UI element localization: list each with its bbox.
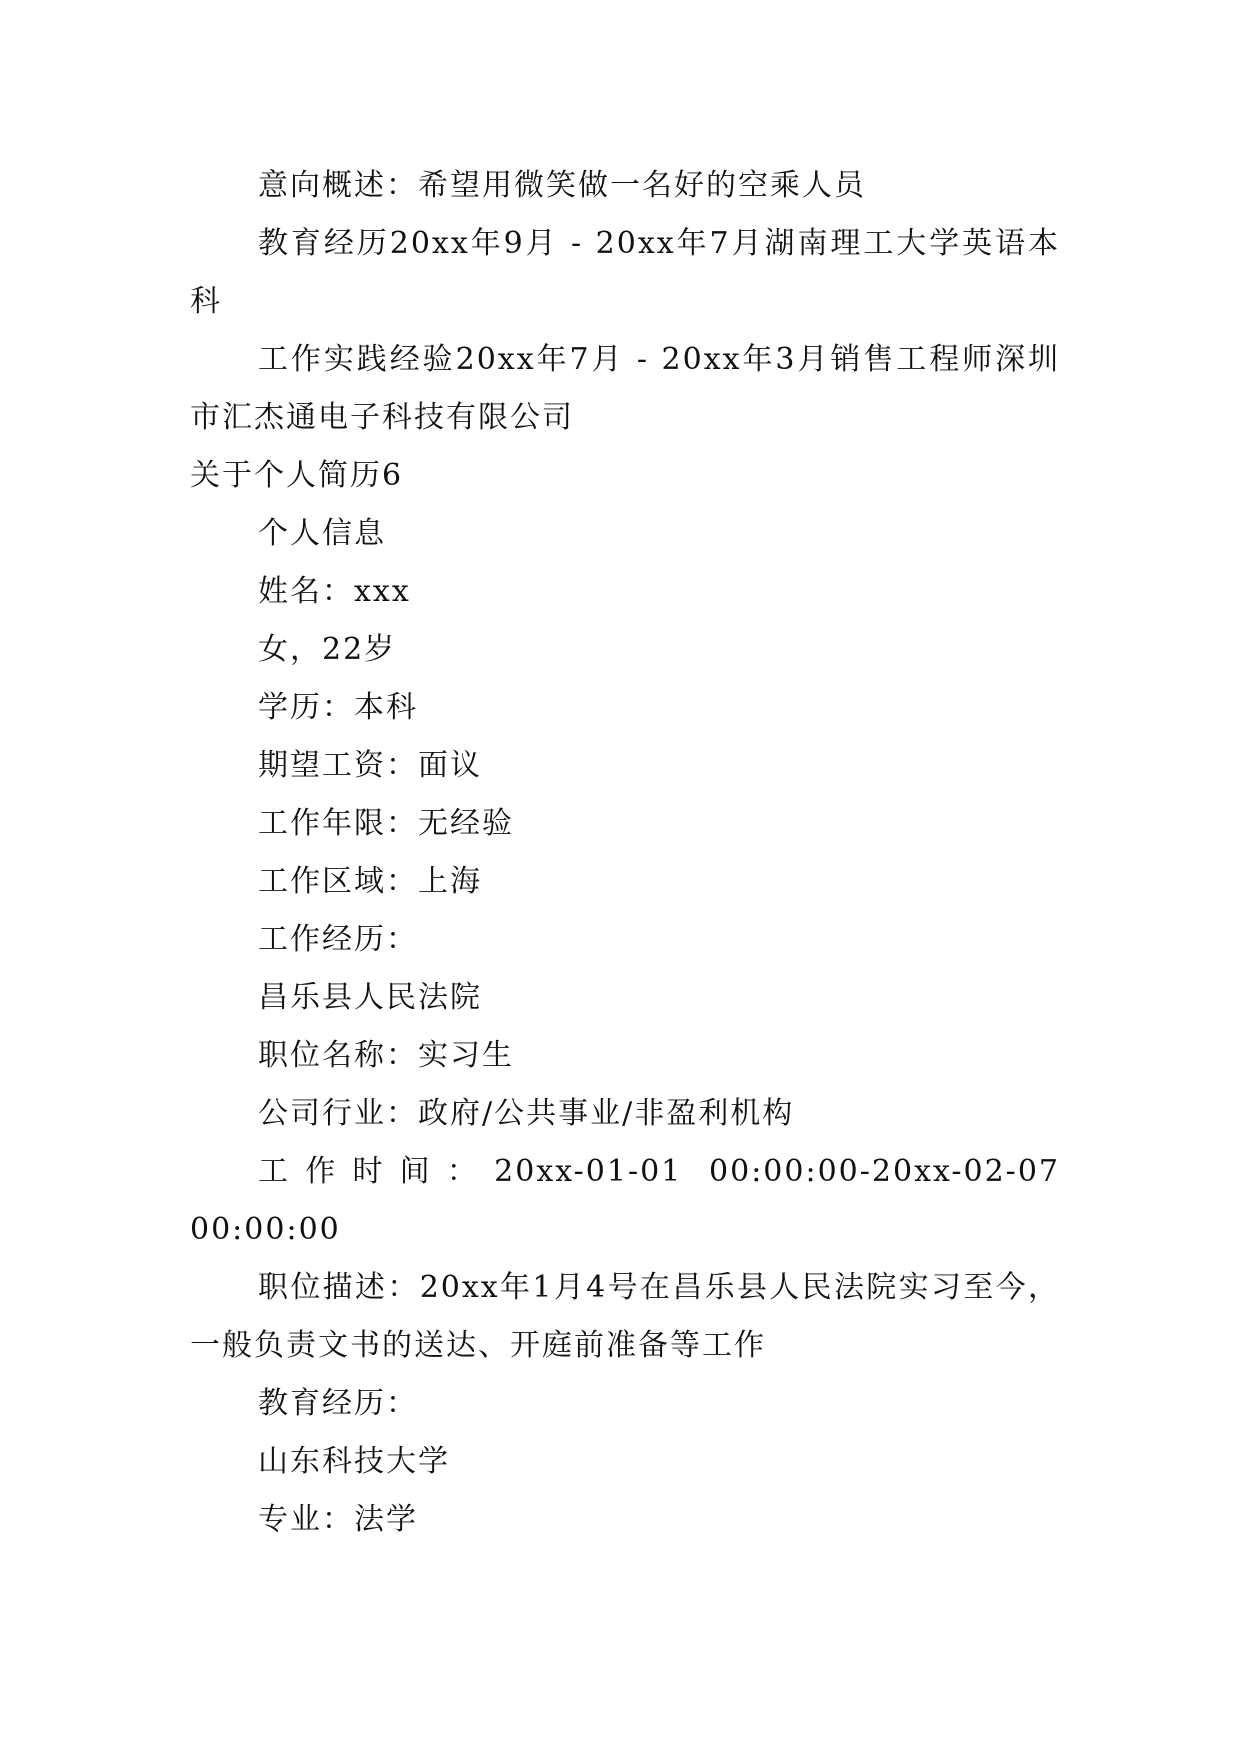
paragraph-intention-summary: 意向概述：希望用微笑做一名好的空乘人员: [258, 168, 866, 203]
paragraph-work-practice: 工作实践经验20xx年7月 - 20xx年3月销售工程师深圳市汇杰通电子科技有限公司: [190, 342, 1060, 435]
paragraph-major: 专业：法学: [258, 1502, 418, 1537]
paragraph-work-time: 工作时间：20xx-01-01 00:00:00-20xx-02-07 00:00:00: [190, 1154, 1072, 1247]
paragraph-education-history: 教育经历20xx年9月 - 20xx年7月湖南理工大学英语本科: [190, 226, 1060, 319]
paragraph-work-region: 工作区域：上海: [258, 864, 482, 899]
section-heading: 关于个人简历6: [190, 458, 404, 493]
paragraph-degree: 学历：本科: [258, 690, 418, 725]
paragraph-position-title: 职位名称：实习生: [258, 1038, 514, 1073]
paragraph-expected-salary: 期望工资：面议: [258, 748, 482, 783]
paragraph-university: 山东科技大学: [258, 1444, 450, 1479]
paragraph-company-industry: 公司行业：政府/公共事业/非盈利机构: [258, 1096, 795, 1131]
paragraph-personal-info-heading: 个人信息: [258, 516, 386, 551]
paragraph-gender-age: 女，22岁: [258, 632, 397, 667]
paragraph-work-experience-heading: 工作经历：: [258, 922, 418, 957]
paragraph-employer: 昌乐县人民法院: [258, 980, 482, 1015]
paragraph-name: 姓名：xxx: [258, 574, 411, 609]
document-body: [190, 157, 1072, 1549]
paragraph-position-description: 职位描述：20xx年1月4号在昌乐县人民法院实习至今，一般负责文书的送达、开庭前准备等工作: [190, 1270, 1060, 1363]
paragraph-work-years: 工作年限：无经验: [258, 806, 514, 841]
paragraph-education-heading: 教育经历：: [258, 1386, 418, 1421]
